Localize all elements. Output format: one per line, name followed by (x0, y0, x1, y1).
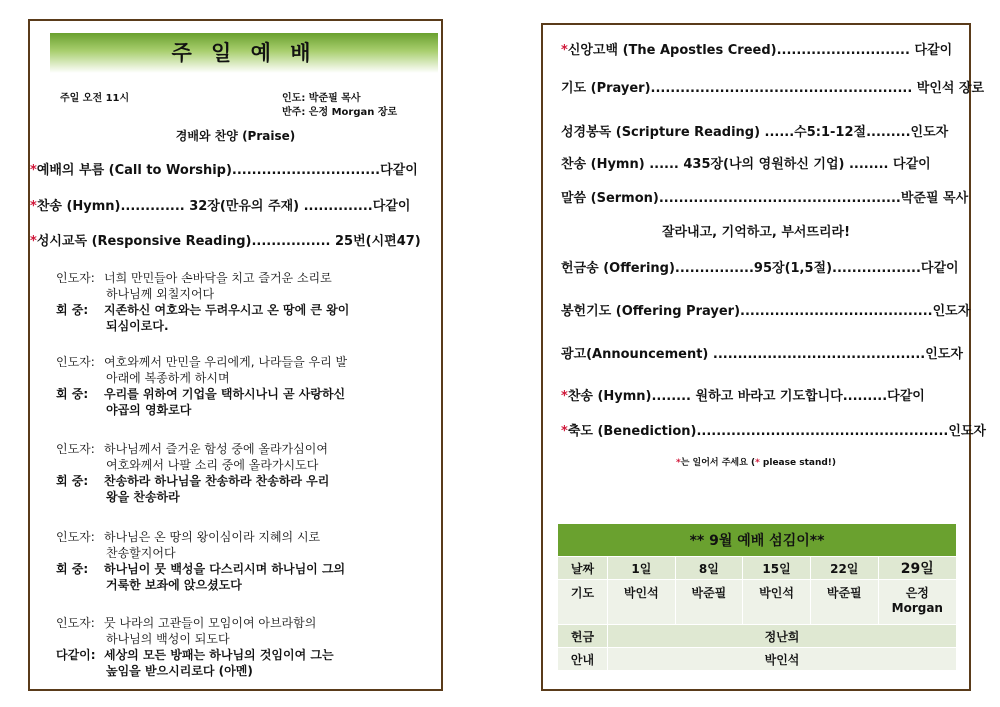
table-row (558, 557, 957, 580)
service-title: 주 일 예 배 (50, 33, 438, 73)
service-leader: 인도: 박준필 목사 (282, 93, 361, 104)
header-day: 8일 (675, 557, 743, 580)
guide-label: 안내 (558, 648, 608, 671)
table-row (558, 625, 957, 648)
table-row (558, 648, 957, 671)
order-item-responsive-reading: *성시교독 (Responsive Reading)................ 25번(시편47) (30, 234, 421, 249)
header-date: 날짜 (558, 557, 608, 580)
reading-block-4: 인도자: 하나님은 온 땅의 왕이심이라 지혜의 시로 찬송할지어다 회 중: 하나님이 뭇 백성을 다스리시며 하나님이 그의 거룩한 보좌에 앉으셨도다 (56, 530, 346, 592)
reading-block-5: 인도자: 뭇 나라의 고관들이 모임이여 아브라함의 하나님의 백성이 되도다 다같이: 세상의 모든 방패는 하나님의 것임이여 그는 높임을 받으시리로다 (아멘) (56, 616, 334, 678)
serving-schedule-table (557, 523, 957, 671)
prayer-name: 박인석 (743, 580, 811, 625)
order-item-scripture-reading: 성경봉독 (Scripture Reading) ......수5:1-12절.........인도자 (561, 125, 949, 140)
order-item-sermon: 말씀 (Sermon).................................................박준필 목사 (561, 191, 969, 206)
order-item-benediction: *축도 (Benediction)...................................................인도자 (561, 424, 986, 439)
header-day: 15일 (743, 557, 811, 580)
praise-section-heading: 경배와 찬양 (Praise) (175, 129, 296, 143)
schedule-title: ** 9월 예배 섬김이** (558, 524, 957, 557)
table-row (558, 580, 957, 625)
order-item-apostles-creed: *신앙고백 (The Apostles Creed)........................... 다같이 (561, 43, 953, 58)
service-time: 주일 오전 11시 (60, 93, 130, 104)
guide-name: 박인석 (608, 648, 957, 671)
order-item-offering: 헌금송 (Offering)................95장(1,5절)..................다같이 (561, 261, 959, 276)
left-page (28, 19, 443, 691)
header-day: 29일 (878, 557, 956, 580)
sermon-title: 잘라내고, 기억하고, 부서뜨리라! (661, 225, 851, 240)
service-accompanist: 반주: 은정 Morgan 장로 (282, 107, 398, 118)
order-item-call-to-worship: *예배의 부름 (Call to Worship)..............................다같이 (30, 163, 418, 178)
prayer-name: 박인석 (608, 580, 676, 625)
offering-name: 정난희 (608, 625, 957, 648)
order-item-announcement: 광고(Announcement) ...........................................인도자 (561, 347, 963, 362)
order-item-hymn: *찬송 (Hymn)............. 32장(만유의 주재) ..............다같이 (30, 199, 411, 214)
order-item-offering-prayer: 봉헌기도 (Offering Prayer).......................................인도자 (561, 304, 971, 319)
right-page (541, 23, 986, 691)
header-day: 22일 (810, 557, 878, 580)
prayer-label: 기도 (558, 580, 608, 625)
offering-label: 헌금 (558, 625, 608, 648)
prayer-name: 박준필 (810, 580, 878, 625)
order-item-hymn-435: 찬송 (Hymn) ...... 435장(나의 영원하신 기업) ........ 다같이 (561, 157, 931, 172)
order-item-closing-hymn: *찬송 (Hymn)........ 원하고 바라고 기도합니다.........다같이 (561, 389, 925, 404)
order-item-prayer: 기도 (Prayer)..................................................... 박인석 장로 (561, 81, 985, 96)
header-day: 1일 (608, 557, 676, 580)
reading-block-3: 인도자: 하나님께서 즐거운 함성 중에 올라가심이여 여호와께서 나팔 소리 중에 올라가시도다 회 중: 찬송하라 하나님을 찬송하라 찬송하라 우리 왕을 찬송하라 (56, 442, 330, 504)
reading-block-1: 인도자: 너희 만민들아 손바닥을 치고 즐거운 소리로 하나님께 외칠지어다 회 중: 지존하신 여호와는 두려우시고 온 땅에 큰 왕이 되심이로다. (56, 271, 350, 333)
stand-note: *는 일어서 주세요 (* please stand!) (675, 458, 837, 468)
prayer-name: 박준필 (675, 580, 743, 625)
prayer-name: 은정 Morgan (878, 580, 956, 625)
reading-block-2: 인도자: 여호와께서 만민을 우리에게, 나라들을 우리 발 아래에 복종하게 하시며 회 중: 우리를 위하여 기업을 택하시나니 곧 사랑하신 야곱의 영화로다 (56, 355, 348, 417)
